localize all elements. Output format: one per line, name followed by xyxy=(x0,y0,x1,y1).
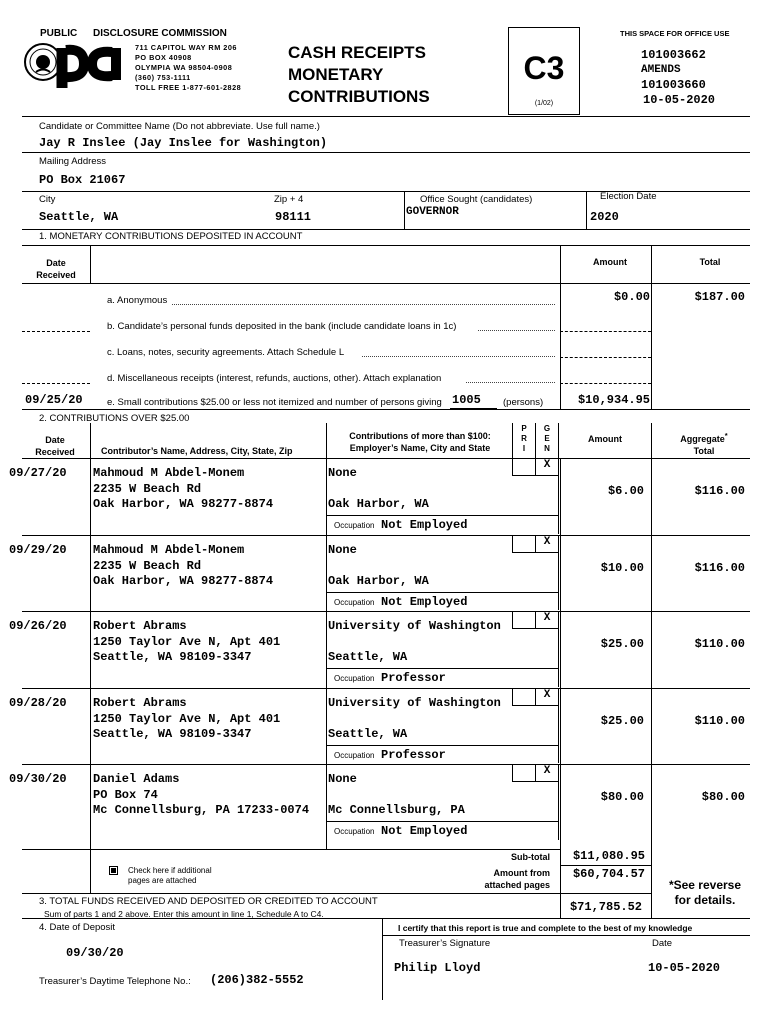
cert-date: 10-05-2020 xyxy=(648,961,721,975)
certify-text: I certify that this report is true and complete to the best of my knowledge xyxy=(398,923,693,933)
occupation-label: Occupation xyxy=(334,597,375,607)
mailing-label: Mailing Address xyxy=(39,156,107,167)
zip-label: Zip + 4 xyxy=(274,194,304,205)
election-date-label: Election Date xyxy=(600,191,657,202)
occupation-value: Not Employed xyxy=(381,594,468,609)
line-a-total: $187.00 xyxy=(694,290,745,304)
subtotal-label: Sub-total xyxy=(511,852,550,862)
contribution-amount: $80.00 xyxy=(600,790,644,804)
general-check-mark: X xyxy=(543,459,551,471)
contribution-date: 09/26/20 xyxy=(9,619,67,633)
attached-pages-label xyxy=(450,867,550,891)
contribution-amount: $6.00 xyxy=(607,484,644,498)
contributor-address: PO Box 74 xyxy=(93,788,158,802)
office-use-line: AMENDS xyxy=(641,64,681,76)
general-check-mark: X xyxy=(543,765,551,777)
contribution-aggregate: $80.00 xyxy=(701,790,745,804)
section3-title: 3. TOTAL FUNDS RECEIVED AND DEPOSITED OR CREDITED TO ACCOUNT xyxy=(39,896,378,907)
office-use-label: THIS SPACE FOR OFFICE USE xyxy=(620,29,730,38)
city-value: Seattle, WA xyxy=(39,210,119,224)
form-title-line: CASH RECEIPTS xyxy=(288,43,426,62)
office-use-block xyxy=(641,48,715,108)
contributor-city-state-zip: Seattle, WA 98109-3347 xyxy=(93,726,252,741)
contributor-name: Mahmoud M Abdel-Monem xyxy=(93,466,245,480)
employer-city: Oak Harbor, WA xyxy=(328,573,429,588)
line-a-label: a. Anonymous xyxy=(107,295,168,306)
pdc-logo xyxy=(22,40,132,90)
occupation-value: Not Employed xyxy=(381,824,468,838)
line-e-suffix: (persons) xyxy=(503,397,544,408)
mailing-address: PO Box 21067 xyxy=(39,173,126,187)
attached-pages-label-line: Amount from xyxy=(493,868,550,878)
agency-name xyxy=(40,28,77,39)
line-e-date: 09/25/20 xyxy=(25,393,83,407)
section2-employer-header xyxy=(330,430,510,454)
line-a-amount: $0.00 xyxy=(613,290,650,304)
election-date-value: 2020 xyxy=(590,210,619,224)
contributor-address: 1250 Taylor Ave N, Apt 401 xyxy=(93,711,281,726)
contributor-name: Robert Abrams xyxy=(93,619,187,633)
form-title xyxy=(288,42,430,108)
line-d-label: d. Miscellaneous receipts (interest, refunds, auctions, other). Attach explanation xyxy=(107,373,442,384)
section2-pri-header-letter: I xyxy=(522,444,526,453)
section2-aggregate-header-line: Total xyxy=(693,446,715,456)
contributor-city-state-zip: Oak Harbor, WA 98277-8874 xyxy=(93,497,274,511)
office-sought-label: Office Sought (candidates) xyxy=(420,194,533,205)
section2-pri-header-letter: R xyxy=(521,434,527,443)
section1-date-header-line: Received xyxy=(36,270,76,280)
occupation-label: Occupation xyxy=(334,827,375,836)
agency-address-line: PO BOX 40908 xyxy=(135,53,192,62)
agency-address-line: TOLL FREE 1-877-601-2828 xyxy=(135,83,242,92)
contribution-amount: $10.00 xyxy=(600,560,644,575)
contribution-aggregate: $110.00 xyxy=(694,637,745,651)
additional-pages-label xyxy=(128,866,212,886)
deposit-date: 09/30/20 xyxy=(66,946,124,960)
additional-pages-checkbox[interactable] xyxy=(109,866,118,875)
contributor-address: 2235 W Beach Rd xyxy=(93,482,202,496)
general-check-mark: X xyxy=(543,535,551,548)
city-label: City xyxy=(39,194,56,205)
section1-total-header: Total xyxy=(699,257,721,267)
contributor-city-state-zip: Mc Connellsburg, PA 17233-0074 xyxy=(93,803,310,817)
section2-aggregate-header-line: Aggregate xyxy=(680,434,725,444)
signature-label: Treasurer’s Signature xyxy=(399,938,491,949)
contribution-amount: $25.00 xyxy=(600,637,644,651)
phone-value: (206)382-5552 xyxy=(210,973,304,987)
contributor-city-state-zip: Oak Harbor, WA 98277-8874 xyxy=(93,573,274,588)
primary-checkbox[interactable] xyxy=(512,535,536,553)
office-use-line: 10-05-2020 xyxy=(643,93,716,107)
form-code-box xyxy=(508,27,580,115)
section2-pri-header xyxy=(513,424,535,454)
zip-value: 98111 xyxy=(275,210,312,224)
contributor-name: Daniel Adams xyxy=(93,772,180,786)
form-revision: (1/02) xyxy=(534,100,554,107)
section1-date-header xyxy=(22,257,90,281)
contribution-aggregate: $116.00 xyxy=(694,560,745,575)
contribution-aggregate: $116.00 xyxy=(694,484,745,498)
attached-pages-value: $60,704.57 xyxy=(572,867,645,881)
employer-city: Seattle, WA xyxy=(328,650,408,664)
employer-name: None xyxy=(328,466,357,480)
general-check-mark: X xyxy=(543,612,551,624)
form-title-line: CONTRIBUTIONS xyxy=(288,87,430,106)
agency-name-left: PUBLIC xyxy=(40,28,78,39)
form-code: C3 xyxy=(523,50,565,86)
contribution-amount: $25.00 xyxy=(600,713,644,728)
section2-employer-header-line: Employer’s Name, City and State xyxy=(349,443,491,453)
occupation-label: Occupation xyxy=(334,750,375,760)
additional-pages-label-line: Check here if additional xyxy=(128,866,212,875)
employer-city: Mc Connellsburg, PA xyxy=(328,803,465,817)
cert-date-label: Date xyxy=(652,938,673,949)
occupation-label: Occupation xyxy=(334,521,375,530)
primary-checkbox[interactable] xyxy=(512,611,536,629)
line-e-persons: 1005 xyxy=(452,393,481,407)
primary-checkbox[interactable] xyxy=(512,458,536,476)
line-b-label: b. Candidate’s personal funds deposited in the bank (include candidate loans in 1c) xyxy=(107,321,457,332)
see-reverse-note xyxy=(655,878,755,908)
see-reverse-note-line: *See reverse xyxy=(668,878,742,892)
section2-pri-header-letter: P xyxy=(521,424,527,433)
line-e-amount: $10,934.95 xyxy=(577,393,650,407)
contribution-aggregate: $110.00 xyxy=(694,713,745,728)
section1-title: 1. MONETARY CONTRIBUTIONS DEPOSITED IN ACCOUNT xyxy=(39,231,303,242)
employer-name: None xyxy=(328,542,357,557)
agency-address-line: OLYMPIA WA 98504-0908 xyxy=(135,63,233,72)
office-use-line: 101003660 xyxy=(641,78,706,92)
contributor-city-state-zip: Seattle, WA 98109-3347 xyxy=(93,650,252,664)
contributor-address: 1250 Taylor Ave N, Apt 401 xyxy=(93,635,281,649)
section2-gen-header xyxy=(536,424,558,454)
occupation-label: Occupation xyxy=(334,674,375,683)
section2-date-header xyxy=(22,434,88,458)
phone-label: Treasurer’s Daytime Telephone No.: xyxy=(39,976,191,987)
contribution-date: 09/28/20 xyxy=(9,695,67,710)
employer-name: University of Washington xyxy=(328,619,501,633)
line-c-label: c. Loans, notes, security agreements. Attach Schedule L xyxy=(107,347,345,358)
agency-address-line: 711 CAPITOL WAY RM 206 xyxy=(135,43,237,52)
office-sought-value: GOVERNOR xyxy=(406,206,459,218)
section2-aggregate-header xyxy=(651,430,757,457)
candidate-label: Candidate or Committee Name (Do not abbreviate. Use full name.) xyxy=(39,121,320,132)
occupation-value: Not Employed xyxy=(381,518,468,532)
section2-date-header-line: Received xyxy=(35,447,75,457)
section1-date-header-line: Date xyxy=(46,258,66,268)
primary-checkbox[interactable] xyxy=(512,688,536,706)
treasurer-signature: Philip Lloyd xyxy=(394,961,481,975)
contributor-name: Robert Abrams xyxy=(93,695,187,710)
occupation-value: Professor xyxy=(381,747,446,762)
form-title-line: MONETARY xyxy=(288,65,384,84)
section2-aggregate-mark: * xyxy=(724,431,728,440)
contributor-name: Mahmoud M Abdel-Monem xyxy=(93,542,245,557)
general-check-mark: X xyxy=(543,688,551,701)
section3-total: $71,785.52 xyxy=(569,900,642,914)
primary-checkbox[interactable] xyxy=(512,764,536,782)
section2-gen-header-letter: E xyxy=(544,434,550,443)
subtotal-value: $11,080.95 xyxy=(572,849,645,863)
employer-city: Seattle, WA xyxy=(328,726,408,741)
section1-amount-header: Amount xyxy=(593,257,627,267)
section2-gen-header-letter: N xyxy=(544,444,550,453)
section2-employer-header-line: Contributions of more than $100: xyxy=(349,431,491,441)
agency-name-right: DISCLOSURE COMMISSION xyxy=(93,28,227,39)
section2-gen-header-letter: G xyxy=(543,424,551,433)
employer-name: University of Washington xyxy=(328,695,501,710)
contributor-address: 2235 W Beach Rd xyxy=(93,558,202,573)
contribution-date: 09/30/20 xyxy=(9,772,67,786)
attached-pages-label-line: attached pages xyxy=(484,880,550,890)
contribution-date: 09/29/20 xyxy=(9,542,67,557)
candidate-name: Jay R Inslee (Jay Inslee for Washington) xyxy=(39,136,328,150)
agency-address xyxy=(135,43,241,93)
contribution-date: 09/27/20 xyxy=(9,466,67,480)
section4-title: 4. Date of Deposit xyxy=(39,922,116,933)
employer-city: Oak Harbor, WA xyxy=(328,497,429,511)
agency-address-line: (360) 753-1111 xyxy=(135,73,191,82)
section2-contributor-header: Contributor’s Name, Address, City, State, Zip xyxy=(101,446,293,456)
section3-sub: Sum of parts 1 and 2 above. Enter this amount in line 1, Schedule A to C4. xyxy=(44,909,324,919)
occupation-value: Professor xyxy=(381,671,446,685)
employer-name: None xyxy=(328,772,357,786)
office-use-line: 101003662 xyxy=(641,48,706,62)
see-reverse-note-line: for details. xyxy=(674,893,736,907)
section2-date-header-line: Date xyxy=(45,435,65,445)
section2-title: 2. CONTRIBUTIONS OVER $25.00 xyxy=(39,413,190,424)
additional-pages-label-line: pages are attached xyxy=(128,876,197,885)
line-e-label: e. Small contributions $25.00 or less not itemized and number of persons giving xyxy=(107,397,442,408)
section2-amount-header: Amount xyxy=(588,434,622,444)
